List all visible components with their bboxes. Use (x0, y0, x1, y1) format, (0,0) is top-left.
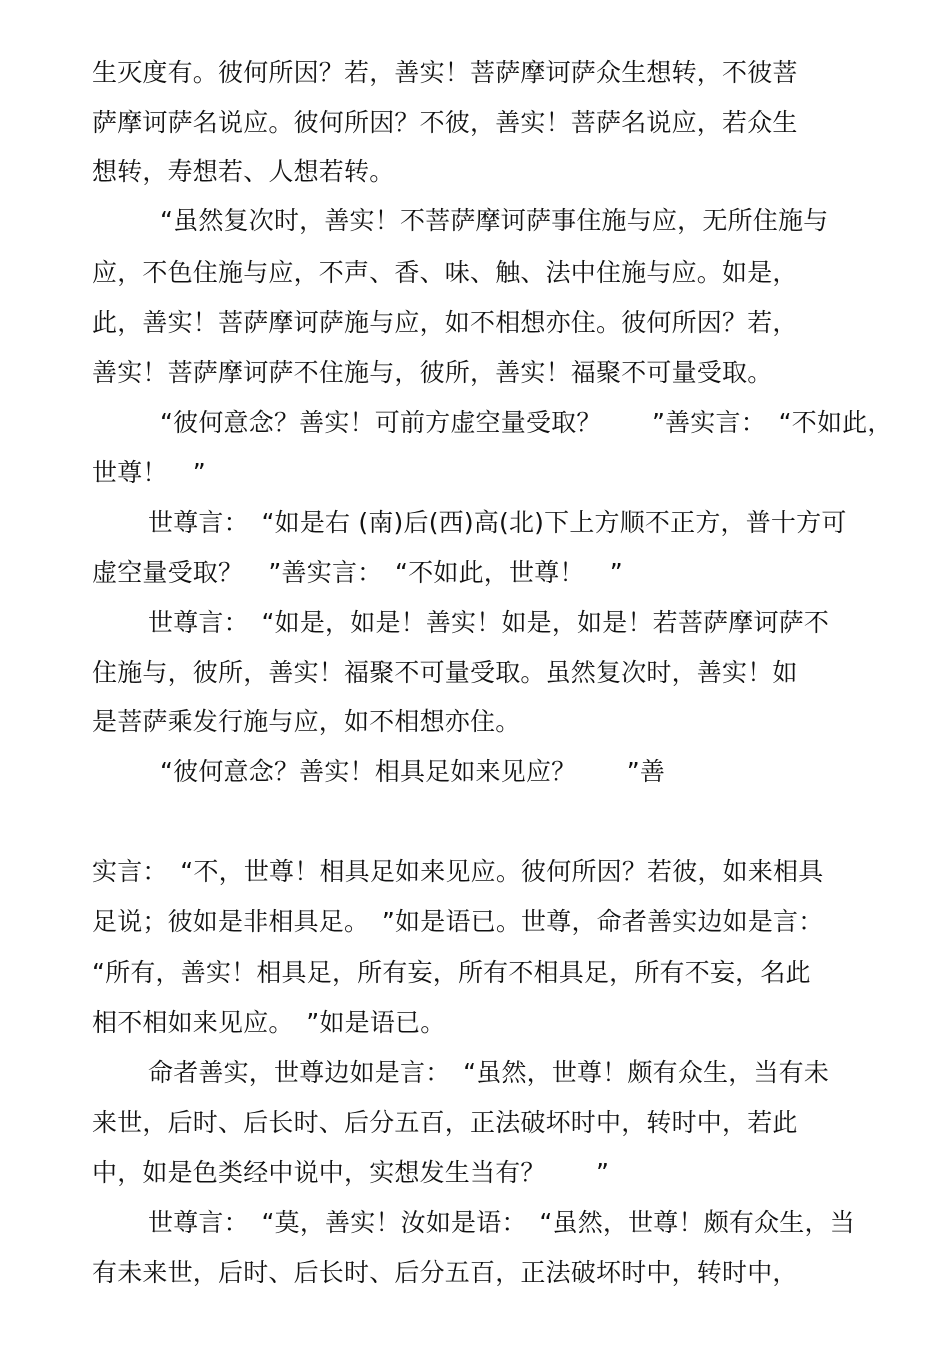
text-line: 世尊言： “如是，如是！善实！如是，如是！若菩萨摩诃萨不 (148, 608, 830, 637)
text-line: 世尊！ ” (92, 458, 206, 487)
text-line: 住施与，彼所，善实！福聚不可量受取。虽然复次时，善实！如 (92, 658, 798, 687)
text-line: 世尊言： “莫，善实！汝如是语： “虽然，世尊！颇有众生，当 (148, 1208, 855, 1237)
text-line: 善实！菩萨摩诃萨不住施与，彼所，善实！福聚不可量受取。 (92, 358, 773, 387)
text-line: 命者善实，世尊边如是言： “虽然，世尊！颇有众生，当有未 (148, 1058, 830, 1087)
text-line: “虽然复次时，善实！不菩萨摩诃萨事住施与应，无所住施与 (160, 206, 829, 235)
text-line: 想转，寿想若、人想若转。 (92, 157, 395, 186)
text-line: 虚空量受取？ ”善实言： “不如此，世尊！ ” (92, 558, 623, 587)
text-line: “彼何意念？善实！相具足如来见应？ ”善 (160, 757, 666, 786)
text-line: 足说；彼如是非相具足。 ”如是语已。世尊，命者善实边如是言： (92, 907, 824, 936)
text-line: 是菩萨乘发行施与应，如不相想亦住。 (92, 707, 521, 736)
text-line: 实言： “不，世尊！相具足如来见应。彼何所因？若彼，如来相具 (92, 857, 824, 886)
text-line: “所有，善实！相具足，所有妄，所有不相具足，所有不妄，名此 (92, 958, 811, 987)
text-line: 有未来世，后时、后长时、后分五百，正法破坏时中，转时中， (92, 1258, 798, 1287)
text-line: 中，如是色类经中说中，实想发生当有？ ” (92, 1158, 610, 1187)
text-line: 应，不色住施与应，不声、香、味、触、法中住施与应。如是， (92, 258, 798, 287)
text-line: “彼何意念？善实！可前方虚空量受取？ ”善实言： “不如此， (160, 408, 893, 437)
text-line: 萨摩诃萨名说应。彼何所因？不彼，善实！菩萨名说应，若众生 (92, 108, 798, 137)
text-line: 相不相如来见应。 ”如是语已。 (92, 1008, 446, 1037)
text-line: 生灭度有。彼何所因？若，善实！菩萨摩诃萨众生想转，不彼菩 (92, 58, 798, 87)
text-line: 来世，后时、后长时、后分五百，正法破坏时中，转时中，若此 (92, 1108, 798, 1137)
text-line: 世尊言： “如是右 (南)后(西)高(北)下上方顺不正方，普十方可 (148, 508, 847, 537)
text-line: 此，善实！菩萨摩诃萨施与应，如不相想亦住。彼何所因？若， (92, 308, 798, 337)
